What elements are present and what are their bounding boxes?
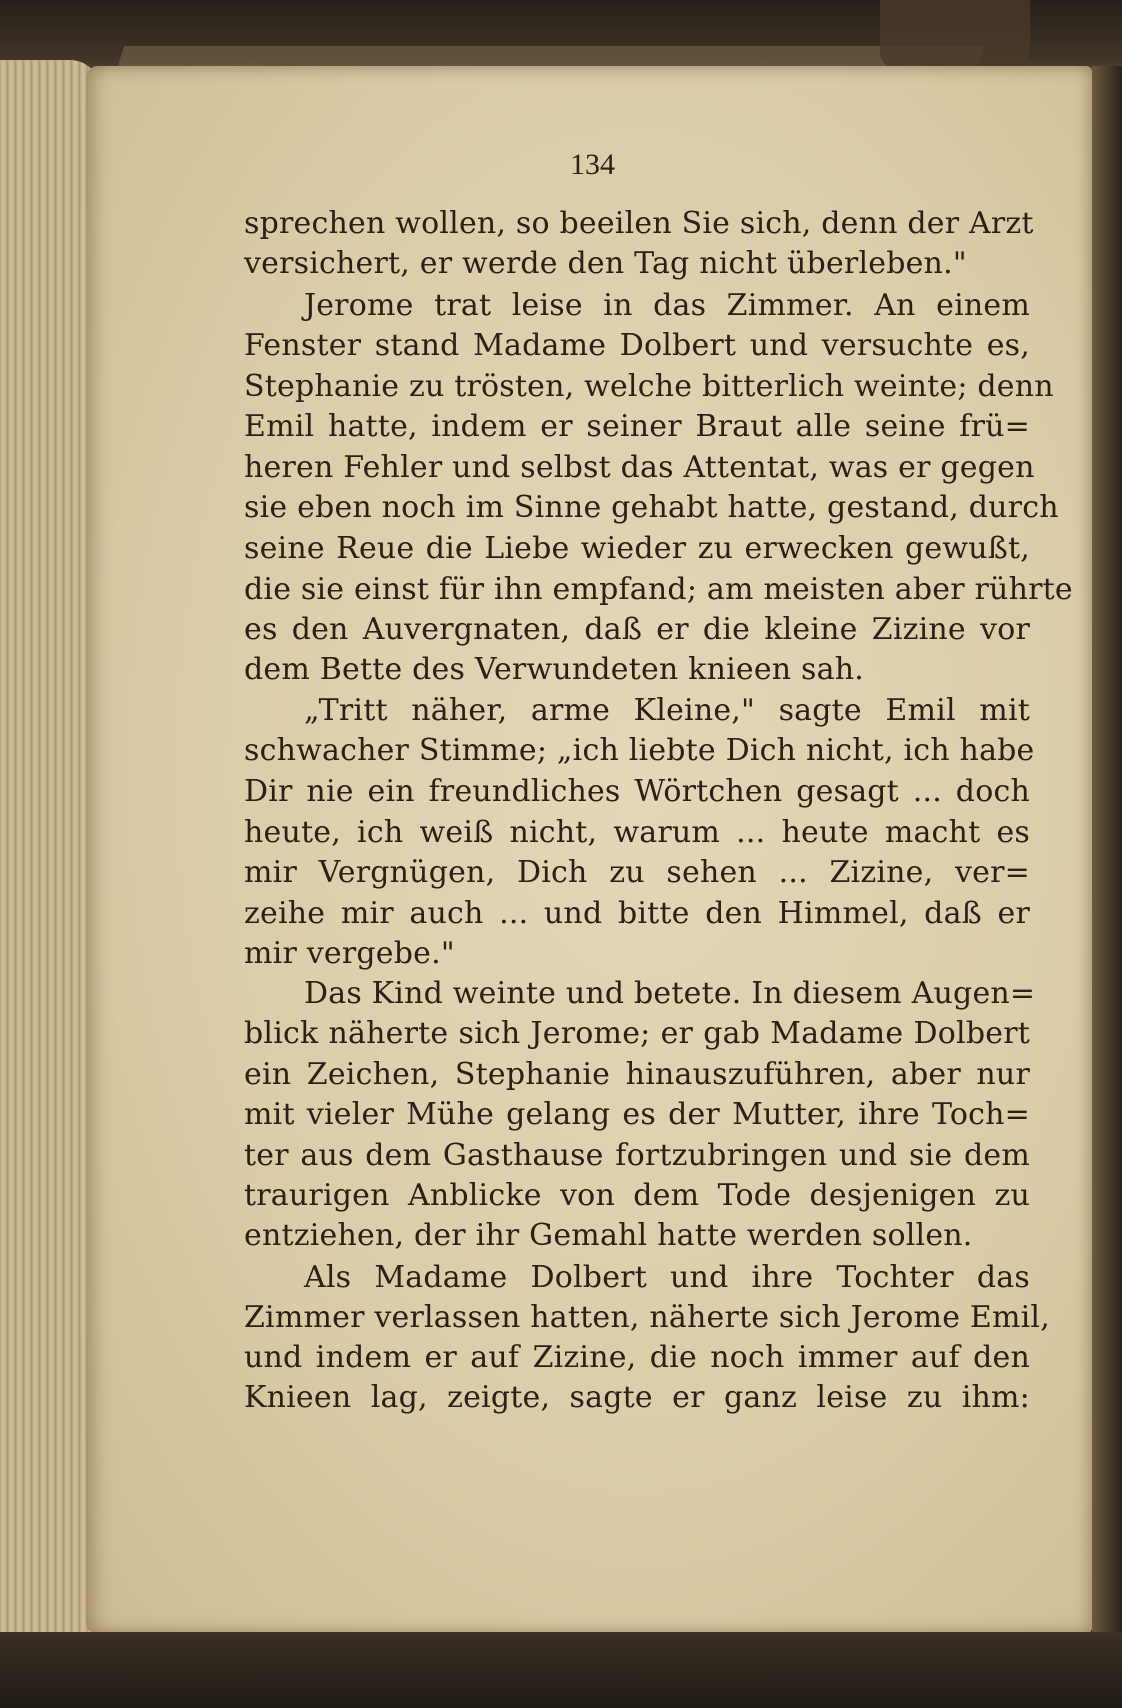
text-line: Knieen lag, zeigte, sagte er ganz leise zu ihm: — [244, 1380, 1030, 1415]
text-line: Das Kind weinte und betete. In diesem Augen= — [304, 976, 1036, 1011]
book-bottom-edge — [0, 1632, 1122, 1708]
text-line: versichert, er werde den Tag nicht überleben." — [244, 246, 967, 281]
text-line: traurigen Anblicke von dem Tode desjenigen zu — [244, 1178, 1030, 1213]
text-line: und indem er auf Zizine, die noch immer auf den — [244, 1340, 1030, 1375]
text-line: mir Vergnügen, Dich zu sehen ... Zizine, ver= — [244, 855, 1030, 890]
text-line: ter aus dem Gasthause fortzubringen und sie dem — [244, 1138, 1030, 1173]
text-line: seine Reue die Liebe wieder zu erwecken gewußt, — [244, 531, 1030, 566]
page-stack-left — [0, 60, 100, 1636]
text-block — [244, 202, 1073, 1542]
text-line: entziehen, der ihr Gemahl hatte werden sollen. — [244, 1218, 973, 1253]
text-line: heren Fehler und selbst das Attentat, was er gegen — [244, 450, 1035, 485]
text-line: Zimmer verlassen hatten, näherte sich Jerome Emil, — [244, 1300, 1050, 1335]
text-line: dem Bette des Verwundeten knieen sah. — [244, 652, 864, 687]
text-line: „Tritt näher, arme Kleine," sagte Emil mit — [304, 693, 1030, 728]
text-line: die sie einst für ihn empfand; am meisten aber rührte — [244, 572, 1073, 607]
text-line: mir vergebe." — [244, 936, 455, 971]
text-line: ein Zeichen, Stephanie hinauszuführen, aber nur — [244, 1057, 1030, 1092]
text-line: schwacher Stimme; „ich liebte Dich nicht, ich habe — [244, 733, 1035, 768]
book-right-edge — [1092, 66, 1122, 1634]
page-number: 134 — [570, 148, 615, 181]
text-line: zeihe mir auch ... und bitte den Himmel, daß er — [244, 896, 1030, 931]
text-line: Als Madame Dolbert und ihre Tochter das — [304, 1260, 1030, 1295]
text-line: heute, ich weiß nicht, warum ... heute macht es — [244, 815, 1030, 850]
text-line: sie eben noch im Sinne gehabt hatte, gestand, durch — [244, 490, 1059, 525]
text-line: Dir nie ein freundliches Wörtchen gesagt ... doch — [244, 774, 1030, 809]
text-line: es den Auvergnaten, daß er die kleine Zizine vor — [244, 612, 1030, 647]
text-line: sprechen wollen, so beeilen Sie sich, denn der Arzt — [244, 206, 1034, 241]
text-line: Emil hatte, indem er seiner Braut alle seine frü= — [244, 409, 1030, 444]
text-line: blick näherte sich Jerome; er gab Madame Dolbert — [244, 1016, 1030, 1051]
text-line: Stephanie zu trösten, welche bitterlich weinte; denn — [244, 369, 1054, 404]
binding-cloth — [880, 0, 1030, 70]
text-line: mit vieler Mühe gelang es der Mutter, ihre Toch= — [244, 1097, 1030, 1132]
text-line: Fenster stand Madame Dolbert und versuchte es, — [244, 328, 1030, 363]
text-line: Jerome trat leise in das Zimmer. An einem — [304, 288, 1030, 323]
